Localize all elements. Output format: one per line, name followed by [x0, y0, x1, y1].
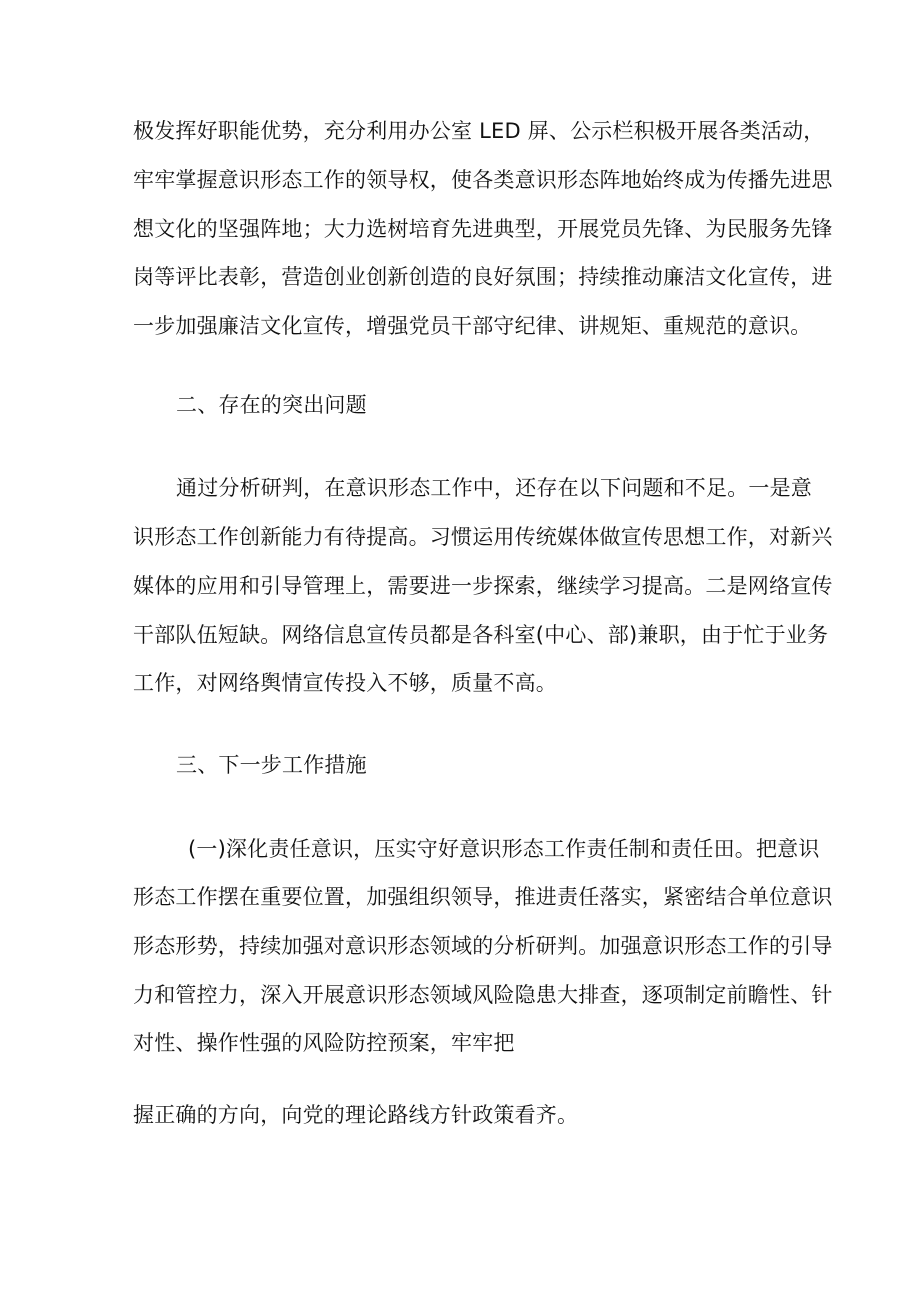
paragraph-1-line-2: 牢牢掌握意识形态工作的领导权，使各类意识形态阵地始终成为传播先进思: [133, 168, 833, 192]
paragraph-4-line-1: 握正确的方向，向党的理论路线方针政策看齐。: [133, 1103, 579, 1127]
section-heading-2: 二、存在的突出问题: [176, 393, 367, 417]
paragraph-3-line-2: 形态工作摆在重要位置，加强组织领导，推进责任落实，紧密结合单位意识: [133, 885, 833, 909]
paragraph-3-line-5: 对性、操作性强的风险防控预案，牢牢把: [133, 1031, 515, 1055]
paragraph-1-line-4: 岗等评比表彰，营造创业创新创造的良好氛围；持续推动廉洁文化宣传，进: [133, 265, 833, 289]
paragraph-2-line-5: 工作，对网络舆情宣传投入不够，质量不高。: [133, 671, 557, 695]
paragraph-1-line-3: 想文化的坚强阵地；大力选树培育先进典型，开展党员先锋、为民服务先锋: [133, 217, 833, 241]
paragraph-2-line-2: 识形态工作创新能力有待提高。习惯运用传统媒体做宣传思想工作，对新兴: [133, 525, 833, 549]
paragraph-2-line-4: 干部队伍短缺。网络信息宣传员都是各科室(中心、部)兼职，由于忙于业务: [133, 623, 829, 647]
paragraph-2-line-3: 媒体的应用和引导管理上，需要进一步探索，继续学习提高。二是网络宣传: [133, 574, 833, 598]
paragraph-3-line-3: 形态形势，持续加强对意识形态领域的分析研判。加强意识形态工作的引导: [133, 934, 833, 958]
paragraph-1-line-1: 极发挥好职能优势，充分利用办公室 LED 屏、公示栏积极开展各类活动，: [133, 119, 825, 143]
paragraph-1-line-5: 一步加强廉洁文化宣传，增强党员干部守纪律、讲规矩、重规范的意识。: [133, 314, 812, 338]
paragraph-2-line-1: 通过分析研判，在意识形态工作中，还存在以下问题和不足。一是意: [176, 476, 812, 500]
paragraph-3-line-4: 力和管控力，深入开展意识形态领域风险隐患大排查，逐项制定前瞻性、针: [133, 983, 833, 1007]
section-heading-3: 三、下一步工作措施: [176, 753, 367, 777]
paragraph-3-line-1: (一)深化责任意识，压实守好意识形态工作责任制和责任田。把意识: [188, 837, 820, 861]
